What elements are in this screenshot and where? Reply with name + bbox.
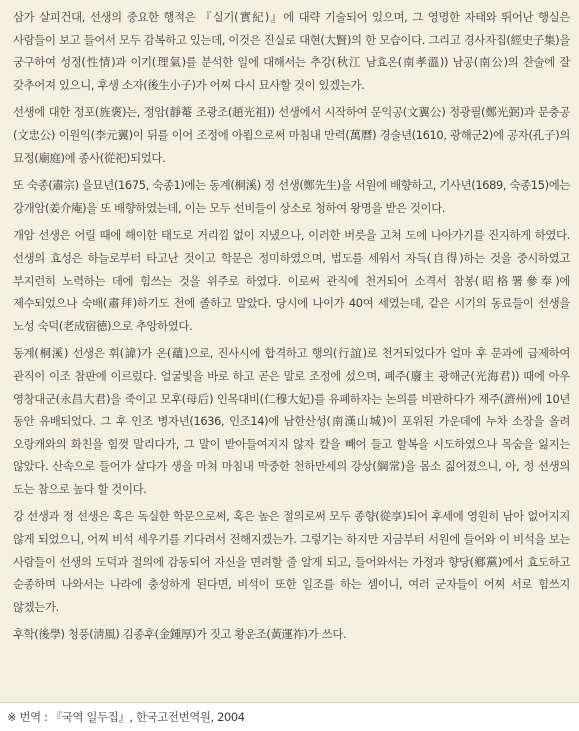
paragraph-6: 강 선생과 정 선생은 혹은 독실한 학문으로써, 혹은 높은 절의로써 모두 종향(從享)되어 후세에 영원히 남아 없어지지 않게 되었으니, 어찌 비석 세우기를 기다려서 전해지겠는가. 그렇기는 하지만 지금부터 서원에 들어와 이 비석을 보는 사람들이 선생의 도덕과 절의에 감동되어 자신을 면려할 줄 알게 되고, 들어와서는 가정과 향당(鄕黨)에서 효도하고 순종하며 나와서는 나라에 충성하게 된다면, 비석이 또한 일조를 하는 셈이니, 여러 군자들이 어찌 서로 힘쓰지 않겠는가. bbox=[13, 509, 570, 614]
source-citation: ※ 번역 : 『국역 일두집』, 한국고전번역원, 2004 bbox=[0, 702, 579, 731]
paragraph-3: 또 숙종(肅宗) 을묘년(1675, 숙종1)에는 동계(桐溪) 정 선생(鄭先生)을 서원에 배향하고, 기사년(1689, 숙종15)에는 강개암(姜介庵)을 또 배향하였는데, 이는 모두 선비들이 상소로 청하여 왕명을 받은 것이다. bbox=[13, 178, 570, 215]
paragraph-2: 선생에 대한 정포(旌褒)는, 정암(靜菴 조광조(趙光祖)) 선생에서 시작하여 문익공(文翼公) 정광필(鄭光弼)과 문충공(文忠公) 이원익(李元翼)이 뒤를 이어 조정에 아룀으로써 마침내 만력(萬曆) 경술년(1610, 광해군2)에 공자(孔子)의 묘정(廟庭)에 종사(從祀)되었다. bbox=[13, 105, 570, 165]
author-credit: 후학(後學) 청풍(淸風) 김종후(金鍾厚)가 짓고 황운조(黃運祚)가 쓰다. bbox=[13, 627, 347, 642]
paragraph-1: 삼가 살피건대, 선생의 중요한 행적은 『실기(實紀)』에 대략 기술되어 있으며, 그 영명한 자태와 뛰어난 행실은 사람들이 보고 들어서 모두 감복하고 있는데, 이것은 진실로 대현(大賢)의 한 모습이다. 그리고 경사자집(經史子集)을 궁구하여 성정(性情)과 이기(理氣)를 분석한 일에 대해서는 추강(秋江 남효온(南孝溫)) 남공(南公)의 찬술에 잘 갖추어져 있으니, 후생 소자(後生小子)가 어찌 다시 묘사할 것이 있겠는가. bbox=[13, 10, 570, 92]
paragraph-5: 동계(桐溪) 선생은 휘(諱)가 온(蘊)으로, 진사시에 합격하고 행의(行誼)로 천거되었다가 얼마 후 문과에 급제하여 관직이 이조 참판에 이르렀다. 얼굴빛을 바로 하고 곧은 말로 조정에 섰으며, 폐주(廢主 광해군(光海君)) 때에 아우 영창대군(永昌大君)을 죽이고 모후(母后) 인목대비(仁穆大妃)를 유폐하자는 논의를 비판하다가 제주(濟州)에 10년 동안 유배되었다. 그 후 인조 병자년(1636, 인조14)에 남한산성(南漢山城)이 포위된 가운데에 누차 소장을 올려 오랑캐와의 화친을 힘껏 말리다가, 그 말이 받아들여지지 않자 칼을 빼어 들고 할복을 시도하였으나 목숨을 잃지는 않았다. 산속으로 들어가 살다가 생을 마쳐 마침내 막중한 천하만세의 강상(綱常)을 몸소 짊어졌으니, 아, 정 선생의 도는 참으로 높다 할 것이다. bbox=[13, 346, 570, 496]
paragraph-4: 개암 선생은 어릴 때에 해이한 태도로 거리낌 없이 지냈으나, 이러한 버릇을 고쳐 도에 나아가기를 진지하게 하였다. 선생의 효성은 하늘로부터 타고난 것이고 학문은 정미하였으며, 법도를 세워서 자득(自得)하는 것을 중시하였고 부지런히 노력하는 데에 힘쓰는 것을 위주로 하였다. 이로써 관직에 천거되어 소격서 참봉(昭格署參奉)에 제수되었으나 숙배(肅拜)하기도 전에 졸하고 말았다. 당시에 나이가 40여 세였는데, 같은 시기의 동료들이 선생을 노성 숙덕(老成宿德)으로 추앙하였다. bbox=[13, 228, 570, 333]
